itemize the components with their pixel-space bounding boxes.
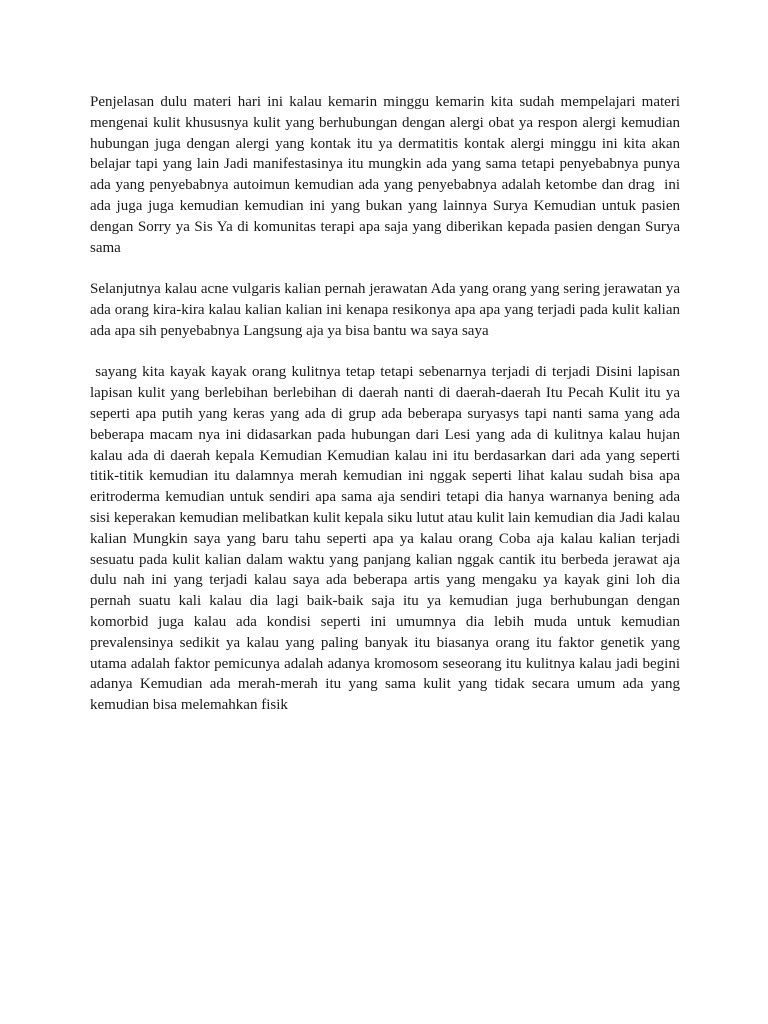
document-body (90, 92, 684, 737)
paragraph-2: Selanjutnya kalau acne vulgaris kalian pernah jerawatan Ada yang orang yang sering jerawatan ya ada orang kira-kira kalau kalian kalian ini kenapa resikonya apa apa yang terjadi pada kulit kalian ada apa sih penyebabnya Langsung aja ya bisa bantu wa saya saya (90, 281, 684, 339)
paragraph-3: sayang kita kayak kayak orang kulitnya tetap tetapi sebenarnya terjadi di terjadi Disini lapisan lapisan kulit yang berlebihan berlebihan di daerah nanti di daerah-daerah Itu Pecah Kulit itu ya seperti apa putih yang keras yang ada di grup ada beberapa suryasys tapi nanti sama yang ada beberapa macam nya ini didasarkan pada hubungan dari Lesi yang ada di kulitnya kalau hujan kalau ada di daerah kepala Kemudian Kemudian kalau ini itu berdasarkan dari ada yang seperti titik-titik kemudian itu dalamnya merah kemudian ini nggak seperti lihat kalau sudah bisa apa eritroderma kemudian untuk sendiri apa sama aja sendiri tetapi dia hanya warnanya bening ada sisi keperakan kemudian melibatkan kulit kepala siku lutut atau kulit lain kemudian dia Jadi kalau kalian Mungkin saya yang baru tahu seperti apa ya kalau orang Coba aja kalau kalian terjadi sesuatu pada kulit kalian dalam waktu yang panjang kalian nggak cantik itu berbeda jerawat aja dulu nah ini yang terjadi kalau saya ada beberapa artis yang mengaku ya kayak gini loh dia pernah suatu kali kalau dia lagi baik-baik saja itu ya kemudian juga berhubungan dengan komorbid juga kalau ada kondisi seperti ini umumnya dia lebih muda untuk kemudian prevalensinya sedikit ya kalau yang paling banyak itu biasanya orang itu faktor genetik yang utama adalah faktor pemicunya adalah adanya kromosom seseorang itu kulitnya kalau jadi begini adanya Kemudian ada merah-merah itu yang sama kulit yang tidak secara umum ada yang kemudian bisa melemahkan fisik (90, 364, 684, 714)
paragraph-1: Penjelasan dulu materi hari ini kalau kemarin minggu kemarin kita sudah mempelajari materi mengenai kulit khususnya kulit yang berhubungan dengan alergi obat ya respon alergi kemudian hubungan juga dengan alergi yang kontak itu ya dermatitis kontak alergi minggu ini kita akan belajar tapi yang lain Jadi manifestasinya itu mungkin ada yang sama tetapi penyebabnya punya ada yang penyebabnya autoimun kemudian ada yang penyebabnya adalah ketombe dan drag ini ada juga juga kemudian kemudian ini yang bukan yang lainnya Surya Kemudian untuk pasien dengan Sorry ya Sis Ya di komunitas terapi apa saja yang diberikan kepada pasien dengan Surya sama (90, 94, 684, 256)
